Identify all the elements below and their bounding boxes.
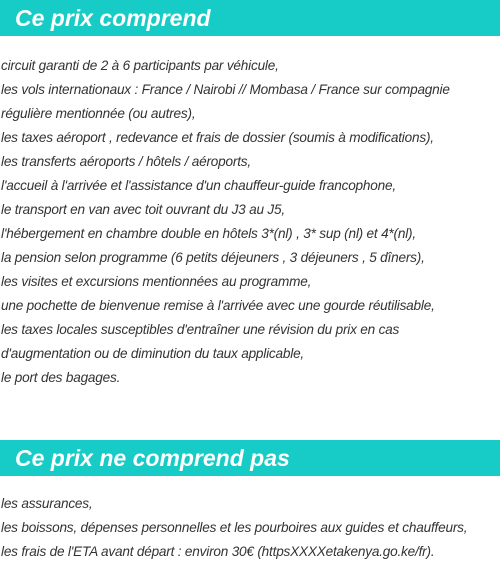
list-item: circuit garanti de 2 à 6 participants par véhicule, [1, 58, 279, 73]
list-item: les vols internationaux : France / Nairobi // Mombasa / France sur compagnie [1, 82, 450, 97]
list-item: les visites et excursions mentionnées au programme, [1, 274, 312, 289]
list-item: les taxes aéroport , redevance et frais de dossier (soumis à modifications), [1, 130, 434, 145]
included-section-title: Ce prix comprend [0, 0, 500, 36]
list-item: d'augmentation ou de diminution du taux applicable, [1, 346, 305, 361]
list-item: l'accueil à l'arrivée et l'assistance d'un chauffeur-guide francophone, [1, 178, 396, 193]
excluded-items-list [1, 492, 467, 564]
list-item: régulière mentionnée (ou autres), [1, 106, 196, 121]
excluded-section-title: Ce prix ne comprend pas [0, 440, 500, 476]
list-item: le transport en van avec toit ouvrant du J3 au J5, [1, 202, 285, 217]
list-item: les boissons, dépenses personnelles et les pourboires aux guides et chauffeurs, [1, 520, 468, 535]
list-item: le port des bagages. [1, 370, 121, 385]
list-item: une pochette de bienvenue remise à l'arrivée avec une gourde réutilisable, [1, 298, 435, 313]
list-item: les assurances, [1, 496, 93, 511]
list-item: l'hébergement en chambre double en hôtels 3*(nl) , 3* sup (nl) et 4*(nl), [1, 226, 416, 241]
list-item: la pension selon programme (6 petits déjeuners , 3 déjeuners , 5 dîners), [1, 250, 425, 265]
list-item: les taxes locales susceptibles d'entraîner une révision du prix en cas [1, 322, 400, 337]
included-items-list [1, 54, 450, 390]
list-item: les frais de l'ETA avant départ : environ 30€ (httpsXXXXetakenya.go.ke/fr). [1, 544, 435, 559]
list-item: les transferts aéroports / hôtels / aéroports, [1, 154, 251, 169]
